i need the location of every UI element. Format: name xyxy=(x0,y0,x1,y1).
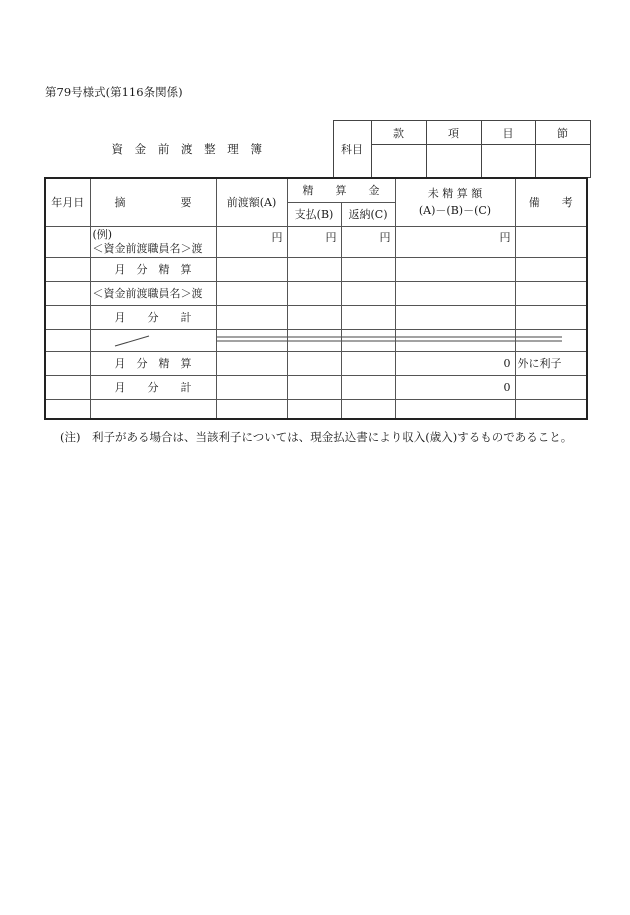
refund-cell[interactable] xyxy=(341,281,395,305)
subject-header-kou: 項 xyxy=(426,121,481,145)
header-advance: 前渡額(A) xyxy=(216,178,287,226)
form-number: 第79号様式(第116条関係) xyxy=(45,85,183,99)
unsettled-zero: 0 xyxy=(395,351,515,375)
remarks-cell[interactable] xyxy=(515,281,587,305)
closing-slash-line xyxy=(91,330,217,352)
header-date: 年月日 xyxy=(45,178,90,226)
table-row xyxy=(45,226,587,257)
ledger-title: 資 金 前 渡 整 理 簿 xyxy=(111,142,266,156)
subject-header-setsu: 節 xyxy=(535,121,590,145)
closing-rule-cell xyxy=(515,329,587,351)
header-remarks: 備 考 xyxy=(515,178,587,226)
remarks-cell[interactable] xyxy=(515,399,587,419)
closing-rule-cell xyxy=(90,329,216,351)
payment-cell[interactable] xyxy=(287,399,341,419)
closing-double-line xyxy=(396,330,516,352)
advance-cell[interactable] xyxy=(216,281,287,305)
footnote-mark: (注) xyxy=(60,430,81,444)
unsettled-yen-unit: 円 xyxy=(395,226,515,257)
date-cell[interactable] xyxy=(45,226,90,257)
interest-remark: 外に利子 xyxy=(515,351,587,375)
subject-value-moku[interactable] xyxy=(481,145,535,178)
closing-rule-cell xyxy=(216,329,287,351)
payment-yen-unit: 円 xyxy=(287,226,341,257)
unsettled-cell[interactable] xyxy=(395,305,515,329)
monthly-settlement-label: 月 分 精 算 xyxy=(90,351,216,375)
table-row xyxy=(45,399,587,419)
subject-label: 科目 xyxy=(333,121,371,178)
subject-header-kan: 款 xyxy=(371,121,426,145)
subject-value-kan[interactable] xyxy=(371,145,426,178)
payment-cell[interactable] xyxy=(287,351,341,375)
date-cell[interactable] xyxy=(45,399,90,419)
monthly-settlement-label: 月 分 精 算 xyxy=(90,257,216,281)
closing-rule-cell xyxy=(287,329,341,351)
advance-yen-unit: 円 xyxy=(216,226,287,257)
payment-cell[interactable] xyxy=(287,281,341,305)
date-cell[interactable] xyxy=(45,257,90,281)
table-row xyxy=(45,305,587,329)
header-payment: 支払(B) xyxy=(287,202,341,226)
table-row xyxy=(45,281,587,305)
header-summary: 摘 要 xyxy=(90,178,216,226)
summary-cell xyxy=(90,226,216,257)
advance-cell[interactable] xyxy=(216,399,287,419)
ledger-table xyxy=(44,177,588,420)
date-cell xyxy=(45,329,90,351)
unsettled-cell[interactable] xyxy=(395,281,515,305)
closing-double-line xyxy=(217,330,288,352)
footnote-text: 利子がある場合は、当該利子については、現金払込書により収入(歳入)するものであること。 xyxy=(92,430,573,444)
remarks-cell[interactable] xyxy=(515,375,587,399)
unsettled-cell[interactable] xyxy=(395,399,515,419)
payment-cell[interactable] xyxy=(287,375,341,399)
remarks-cell[interactable] xyxy=(515,226,587,257)
date-cell[interactable] xyxy=(45,305,90,329)
refund-cell[interactable] xyxy=(341,351,395,375)
refund-cell[interactable] xyxy=(341,399,395,419)
advance-cell[interactable] xyxy=(216,305,287,329)
remarks-cell[interactable] xyxy=(515,305,587,329)
header-refund: 返納(C) xyxy=(341,202,395,226)
header-unsettled-title: 未 精 算 額 xyxy=(427,187,483,201)
payment-cell[interactable] xyxy=(287,305,341,329)
unsettled-cell[interactable] xyxy=(395,257,515,281)
date-cell[interactable] xyxy=(45,351,90,375)
monthly-total-label: 月 分 計 xyxy=(90,305,216,329)
closing-double-line xyxy=(342,330,396,352)
header-unsettled xyxy=(395,178,515,226)
subject-value-kou[interactable] xyxy=(426,145,481,178)
unsettled-zero: 0 xyxy=(395,375,515,399)
closing-rule-cell xyxy=(395,329,515,351)
advance-cell[interactable] xyxy=(216,375,287,399)
refund-cell[interactable] xyxy=(341,305,395,329)
table-row xyxy=(45,329,587,351)
table-row xyxy=(45,375,587,399)
remarks-cell[interactable] xyxy=(515,257,587,281)
date-cell[interactable] xyxy=(45,375,90,399)
refund-cell[interactable] xyxy=(341,257,395,281)
table-row xyxy=(45,351,587,375)
closing-rule-cell xyxy=(341,329,395,351)
refund-yen-unit: 円 xyxy=(341,226,395,257)
advance-cell[interactable] xyxy=(216,257,287,281)
subject-value-setsu[interactable] xyxy=(535,145,590,178)
closing-double-line xyxy=(516,330,588,352)
table-row xyxy=(45,257,587,281)
advance-cell[interactable] xyxy=(216,351,287,375)
closing-double-line xyxy=(288,330,342,352)
recipient-label: ＜資金前渡職員名＞渡 xyxy=(90,281,216,305)
header-settlement: 精 算 金 xyxy=(287,178,395,202)
subject-header-table xyxy=(45,120,591,178)
monthly-total-label: 月 分 計 xyxy=(90,375,216,399)
header-unsettled-formula: (A)－(B)－(C) xyxy=(418,204,492,218)
subject-header-moku: 目 xyxy=(481,121,535,145)
example-label: (例) xyxy=(92,227,113,241)
payment-cell[interactable] xyxy=(287,257,341,281)
summary-cell[interactable] xyxy=(90,399,216,419)
date-cell[interactable] xyxy=(45,281,90,305)
refund-cell[interactable] xyxy=(341,375,395,399)
example-recipient: ＜資金前渡職員名＞渡 xyxy=(92,241,203,255)
